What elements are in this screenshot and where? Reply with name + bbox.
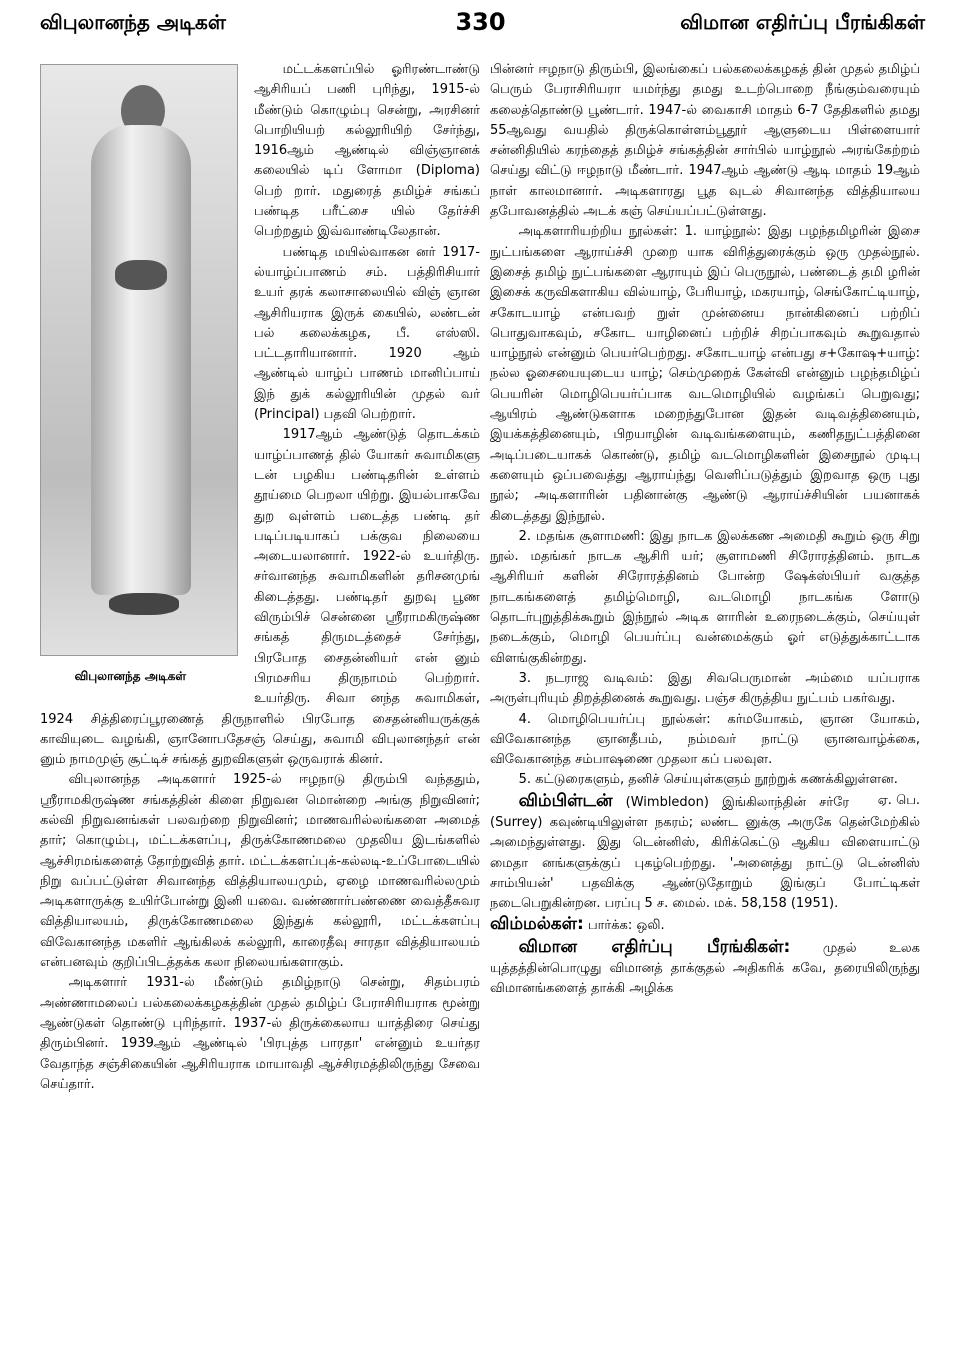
running-header-right: விமான எதிர்ப்பு பீரங்கிகள் xyxy=(680,10,925,34)
photo-caption: விபுலானந்த அடிகள் xyxy=(74,669,187,683)
left-paragraph-4: விபுலானந்த அடிகளார் 1925-ல் ஈழநாடு திரும்பி வந்ததும், ஸ்ரீராமகிருஷ்ண சங்கத்தின் கிளை நிறுவன மொன்றை அங்கு நிறுவினர்; கல்வி நிறுவனங்கள் பலவற்றை நிறுவினர்; மாணவரில்லங்களை அமைத் தார்; கொழும்பு, மட்டக்களப்பு, திருக்கோணமலை முதலிய இடங்களில் ஆச்சிரமங்களைத் தோற்றுவித் தார். மட்டக்களப்புக்-கல்லடி-உப்போடையில் நிறு வப்பட்டுள்ள சிவானந்த வித்தியாலயமும், ஏழை மாணவரில்லமும் அடிகளாருக்கு உயிர்போன்று இனி யவை. வண்ணார்பண்ணை வைத்தீசுவர வித்தியாலயம், திருக்கோணமலை இந்துக் கல்லூரி, மட்டக்களப்பு விவேகானந்த மகளிர் ஆங்கிலக் கல்லூரி, காரைதீவு சாரதா வித்தியாலயம் என்பனவும் குறிப்பிடத்தக்க கலா நிலையங்களாகும். xyxy=(40,772,480,971)
right-paragraph-4: 3. நடராஜ வடிவம்: இது சிவபெருமான் அம்மை யப்பராக அருள்புரியும் திறத்தினைக் கூறுவது. பஞ்ச கிருத்திய நுட்பம் பகர்வது. xyxy=(490,670,920,707)
entry-vimmal-text: பார்க்க: ஒலி. xyxy=(587,918,665,934)
photo-figure xyxy=(40,60,240,700)
right-paragraph-2: அடிகளாரியற்றிய நூல்கள்: 1. யாழ்நூல்: இது பழந்தமிழரின் இசை நுட்பங்களை ஆராய்ச்சி முறை யாக விரித்துரைக்கும் ஒரு முதல்நூல். இசைத் தமிழ் நுட்பங்களை ஆராயும் இப் பெருநூல், பண்டைத் தமி ழரின் இசைக் கருவிகளாகிய வில்யாழ், பேரியாழ், மகரயாழ், செங்கோட்டியாழ், சகோடயாழ் என்பவற் றுள் முன்னைய நான்கினைப் பற்றிப் பொதுவாகவும், சகோட யாழினைப் பற்றிச் சிறப்பாகவும் கூறுவதால் யாழ்நூல் என்னும் பெயர்பெற்றது. சகோடயாழ் என்பது ச+கோஷ+யாழ்: நல்ல ஓசையையுடைய யாழ்; செம்முறைக் கேள்வி என்னும் பழந்தமிழ்ப் பெயரின் மொழிபெயர்ப்பாக வடமொழியில் வழங்கப் பெறுவது; ஆயிரம் ஆண்டுகளாக மறைந்துபோன இதன் வடிவத்தினையும், இயக்கத்தினையும், பிறயாழின் வடிவங்களையும், கணிதநுட்பத்தினை அடிப்படையாகக் கொண்டு, தமிழ் வடமொழிகளின் இசைநூல் முடிபு களையும் ஒப்பவைத்து ஆராய்ந்து வெளிப்படுத்தும் இறவாத ஒரு புது நூல்; அடிகளாரின் பதினான்கு ஆண்டு ஆராய்ச்சியின் பயனாகக் கிடைத்தது இந்நூல். xyxy=(490,224,920,524)
left-paragraph-1-text: மட்டக்களப்பில் ஓரிரண்டாண்டு ஆசிரியப் பணி புரிந்து, 1915-ல் மீண்டும் கொழும்பு சென்று, அரசினர் பொறியியற் கல்லூரியிற் சேர்ந்து, 1916ஆம் ஆண்டில் விஞ்ஞானக் கலையில் டிப் ளோமா (Diploma) பெற் றார். மதுரைத் தமிழ்ச் சங்கப் பண்டித பரீட்சை யில் தேர்ச்சி பெற்றதும் இவ்வாண்டிலேதான். xyxy=(254,62,480,240)
figure-hands xyxy=(115,260,167,290)
right-paragraph-5: 4. மொழிபெயர்ப்பு நூல்கள்: கர்மயோகம், ஞான யோகம், விவேகானந்த ஞானதீபம், நம்மவர் நாட்டு ஞானவாழ்க்கை, விவேகானந்த சம்பாஷணை முதலா கப் பலவுள. xyxy=(490,711,920,768)
left-paragraph-3: 1917ஆம் ஆண்டுத் தொடக்கம் யாழ்ப்பாணத் தில் யோகர் சுவாமிகளு டன் பழகிய பண்டிதரின் உள்ளம் தூய்மை பெறலா யிற்று. இயல்பாகவே துற வுள்ளம் படைத்த பண்டி தர் படிப்படியாகப் பக்குவ நிலையை அடையலானார். 1922-ல் உயர்திரு. சர்வானந்த சுவாமிகளின் தரிசனமுங் கிடைத்தது. பண்டிதர் துறவு பூண விரும்பிச் சென்னை ஸ்ரீராமகிருஷ்ண சங்கத் திருமடத்தைச் சேர்ந்து, பிரபோத சைதன்னியர் என் னும் பிரமசரிய திருநாமம் பெற்றார். உயர்திரு. சிவா னந்த சுவாமிகள், 1924 சித்திரைப்பூரணைத் திருநாளில் பிரபோத சைதன்னியருக்குக் காவியுடை வழங்கி, ஞானோபதேசஞ் செய்து, சுவாமி விபுலானந்தர் என் னும் நாமமுஞ் சூட்டிச் சங்கத் துறவிகளுள் ஒருவராக் கினர். xyxy=(40,427,480,768)
right-paragraph-1: பின்னர் ஈழநாடு திரும்பி, இலங்கைப் பல்கலைக்கழகத் தின் முதல் தமிழ்ப் பெரும் பேராசிரியரா யமர்ந்து தமது உடற்பொறை நீங்கும்வரையும் கலைத்தொண்டு பூண்டார். 1947-ல் வைகாசி மாதம் 6-7 தேதிகளில் தமது 55ஆவது வயதில் திருக்கொள்ளம்பூதூர் ஆளுடைய பிள்ளையார் சன்னிதியில் கரந்தைத் தமிழ்ச் சங்கத்தின் சார்பில் யாழ்நூல் அரங்கேற்றம் செய்து விட்டு ஈழநாடு மீண்டார். 1947ஆம் ஆண்டு ஆடி மாதம் 19ஆம் நாள் காலமானார். அடிகளாரது பூத வுடல் சிவானந்த வித்தியாலய தபோவனத்தில் அடக் கஞ் செய்யப்பட்டுள்ளது. xyxy=(490,62,920,220)
right-paragraph-6-text: 5. கட்டுரைகளும், தனிச் செய்யுள்களும் நூற்றுக் கணக்கிலுள்ளன. xyxy=(518,772,898,788)
right-column xyxy=(490,60,920,1000)
running-header-left: விபுலானந்த அடிகள் xyxy=(40,10,226,34)
left-paragraph-2: பண்டித மயில்வாகன னர் 1917-ல்யாழ்ப்பாணம் சம். பத்திரிசியார் உயர் தரக் கலாசாலையில் விஞ் ஞான ஆசிரியராக இருக் கையில், லண்டன் பல் கலைக்கழக, பீ. எஸ்ஸி. பட்டதாரியானார். 1920 ஆம் ஆண்டில் யாழ்ப் பாணம் மானிப்பாய் இந் துக் கல்லூரியின் முதல் வர் (Principal) பதவி பெற்றார். xyxy=(254,244,480,423)
entry-vimmal-head: விம்மல்கள்: xyxy=(490,914,584,935)
entry-vimmal xyxy=(490,914,920,936)
figure-feet xyxy=(109,593,179,615)
author-signature: ஏ. பெ. xyxy=(877,792,920,808)
figure-robe xyxy=(91,125,191,595)
left-column xyxy=(40,60,480,1095)
entry-vimana-head: விமான எதிர்ப்பு பீரங்கிகள்: xyxy=(518,936,791,957)
right-paragraph-3: 2. மதங்க சூளாமணி: இது நாடக இலக்கண அமைதி கூறும் ஒரு சிறு நூல். மதங்கர் நாடக ஆசிரி யர்; சூளாமணி சிரோரத்தினம். நாடக ஆசிரியர் களின் சிரோரத்தினம் போன்ற ஷேக்ஸ்பியர் வகுத்த நாடகங்களைத் தமிழ்மொழி, வடமொழி நாடகங்க ளோடு தொடர்புறுத்திக்கூறும் இந்நூல் அடிக ளாரின் உரைநடைக்கும், செய்யுள் நடைக்கும், மொழி பெயர்ப்பு வன்மைக்கும் ஓர் எடுத்துக்காட்டாக விளங்குகின்றது. xyxy=(490,528,920,666)
entry-vimana xyxy=(490,937,920,1000)
page-number: 330 xyxy=(455,8,506,36)
entry-wimbledon-head: விம்பிள்டன் xyxy=(518,790,613,811)
left-paragraph-5: அடிகளார் 1931-ல் மீண்டும் தமிழ்நாடு சென்று, சிதம்பரம் அண்ணாமலைப் பல்கலைக்கழகத்தின் முதல் தமிழ்ப் பேராசிரியராக மூன்று ஆண்டுகள் தொண்டு புரிந்தார். 1937-ல் திருக்கைலாய யாத்திரை செய்து திரும்பினர். 1939ஆம் ஆண்டில் 'பிரபுத்த பாரதா' என்னும் உயர்தர வேதாந்த சஞ்சிகையின் ஆசிரியராக மாயாவதி ஆச்சிரமத்திலிருந்து சேவை செய்தார். xyxy=(40,975,480,1092)
entry-wimbledon-text: (Wimbledon) இங்கிலாந்தின் சர்ரே (Surrey) கவுண்டியிலுள்ள நகரம்; லண்ட னுக்கு அருகே தென்மேற்கில் அமைந்துள்ளது. இது டென்னிஸ், கிரிக்கெட்டு ஆகிய விளையாட்டு மைதா னங்களுக்குப் புகழ்பெற்றது. 'அனைத்து நாட்டு டென்னிஸ் சாம்பியன்' பதவிக்கு ஆண்டுதோறும் இங்குப் போட்டிகள் நடைபெறுகின்றன. பரப்பு 5 ச. மைல். மக். 58,158 (1951). xyxy=(490,794,920,912)
portrait-photo xyxy=(40,64,238,656)
entry-vimana-text: முதல் உலக யுத்தத்தின்பொழுது விமானத் தாக்குதல் அதிகரிக் கவே, தரையிலிருந்து விமானங்களைத் தாக்கி அழிக்க xyxy=(490,940,920,997)
